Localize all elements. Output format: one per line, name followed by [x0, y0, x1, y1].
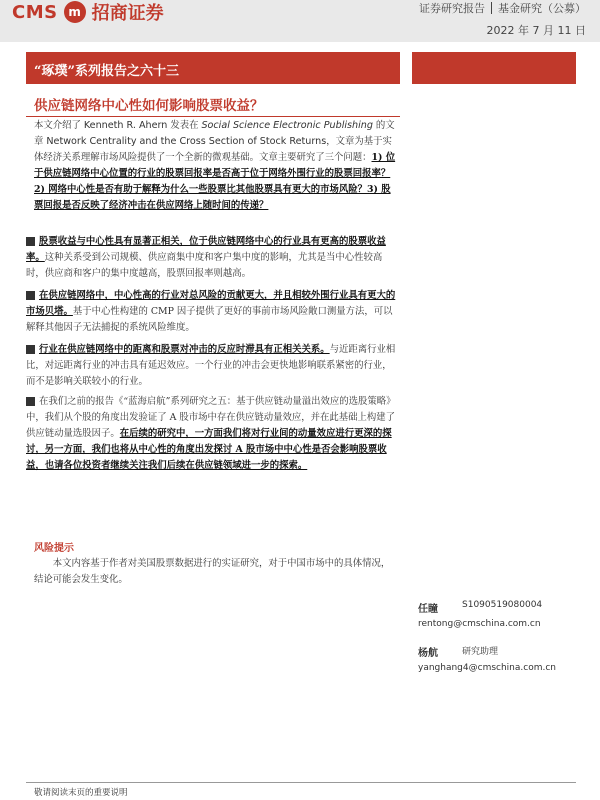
finding-text: 这种关系受到公司规模、供应商集中度和客户集中度的影响，尤其是当中心性较高时，供应商和客户的集中度越高，股票回报率则越高。	[26, 252, 383, 279]
analyst-card	[418, 600, 588, 629]
finding-bullet	[26, 288, 396, 336]
logo-company-name: 招商证券	[91, 3, 164, 24]
analyst-name: 杨航	[418, 648, 438, 659]
journal-name: Social Science Electronic Publishing	[201, 120, 373, 131]
footer-note: 敬请阅读末页的重要说明	[34, 788, 128, 798]
report-category: 证券研究报告	[419, 2, 485, 15]
intro-text: 的文章	[34, 120, 395, 147]
finding-lead: 股票收益与中心性具有显著正相关，位于供应链网络中心的行业具有更高的股票收益率。	[26, 236, 386, 263]
page-title: 供应链网络中心性如何影响股票收益？	[34, 98, 264, 114]
bullet-square-icon	[26, 397, 35, 406]
series-title: “琢璞”系列报告之六十三	[34, 64, 179, 79]
outlook-bullet	[26, 394, 396, 474]
bullet-square-icon	[26, 291, 35, 300]
intro-text: 发表在	[167, 120, 202, 131]
analyst-email[interactable]: yanghang4@cmschina.com.cn	[418, 663, 556, 673]
intro-text: 本文介绍了	[34, 120, 84, 131]
finding-text: 基于中心性构建的 CMP 因子提供了更好的事前市场风险敞口测量方法，可以解释其他因子无法捕捉的系统风险维度。	[26, 306, 393, 333]
analyst-role: 研究助理	[462, 647, 499, 657]
report-subcategory: 基金研究（公募）	[498, 2, 586, 15]
header-divider	[491, 2, 492, 14]
analyst-card	[418, 644, 588, 673]
footer-divider	[26, 782, 576, 783]
finding-bullet	[26, 342, 396, 390]
header-meta	[419, 0, 586, 38]
report-date: 2022 年 7 月 11 日	[486, 24, 586, 37]
paper-title: Network Centrality and the Cross Section of Stock Returns	[46, 136, 327, 147]
finding-bullet	[26, 234, 396, 282]
intro-text: ，文章为基于实体经济关系理解市场风险提供了一个全新的微观基础。文章主要研究了三个问题：	[34, 136, 392, 163]
author-name: Kenneth R. Ahern	[83, 120, 168, 131]
analyst-name: 任瞳	[418, 604, 438, 615]
outlook-text: 在我们之前的报告《“蓝海启航”系列研究之五：基于供应链动量溢出效应的选股策略》中，我们从个股的角度出发验证了 A 股市场中存在供应链动量效应，并在此基础上构建了供应链动量选股因子。	[26, 396, 396, 439]
sidebar-banner	[412, 52, 576, 84]
finding-lead: 行业在供应链网络中的距离和股票对冲击的反应时滞具有正相关关系。	[39, 344, 330, 355]
analyst-license: S1090519080004	[462, 600, 543, 610]
bullet-square-icon	[26, 237, 35, 246]
company-logo	[12, 0, 164, 24]
title-divider	[26, 116, 400, 117]
risk-heading: 风险提示	[34, 543, 74, 554]
finding-lead: 在供应链网络中，中心性高的行业对总风险的贡献更大，并且相较外围行业具有更大的市场贝塔。	[26, 290, 396, 317]
intro-paragraph	[34, 118, 396, 214]
analyst-email[interactable]: rentong@cmschina.com.cn	[418, 619, 541, 629]
outlook-emphasis: 在后续的研究中，一方面我们将对行业间的动量效应进行更深的探讨，另一方面，我们也将从中心性的角度出发探讨 A 股市场中中心性是否会影响股票收益，也请各位投资者继续关注我们后续在供应链领域进一步的探索。	[26, 428, 392, 471]
bullet-square-icon	[26, 345, 35, 354]
logo-cms-text: CMS	[12, 1, 58, 23]
research-questions: 1) 位于供应链网络中心位置的行业的股票回报率是否高于位于网络外围行业的股票回报率？2) 网络中心性是否有助于解释为什么一些股票比其他股票具有更大的市场风险？3) 股票回报是否反映了经济冲击在供应网络上随时间的传递？	[34, 152, 396, 211]
finding-text: 与近距离行业相比，对远距离行业的冲击具有延迟效应。一个行业的冲击会更快地影响联系紧密的行业，而不是影响关联较小的行业。	[26, 344, 396, 387]
risk-text: 本文内容基于作者对美国股票数据进行的实证研究，对于中国市场中的具体情况，结论可能会发生变化。	[34, 558, 391, 585]
logo-badge-icon: m	[64, 1, 86, 23]
